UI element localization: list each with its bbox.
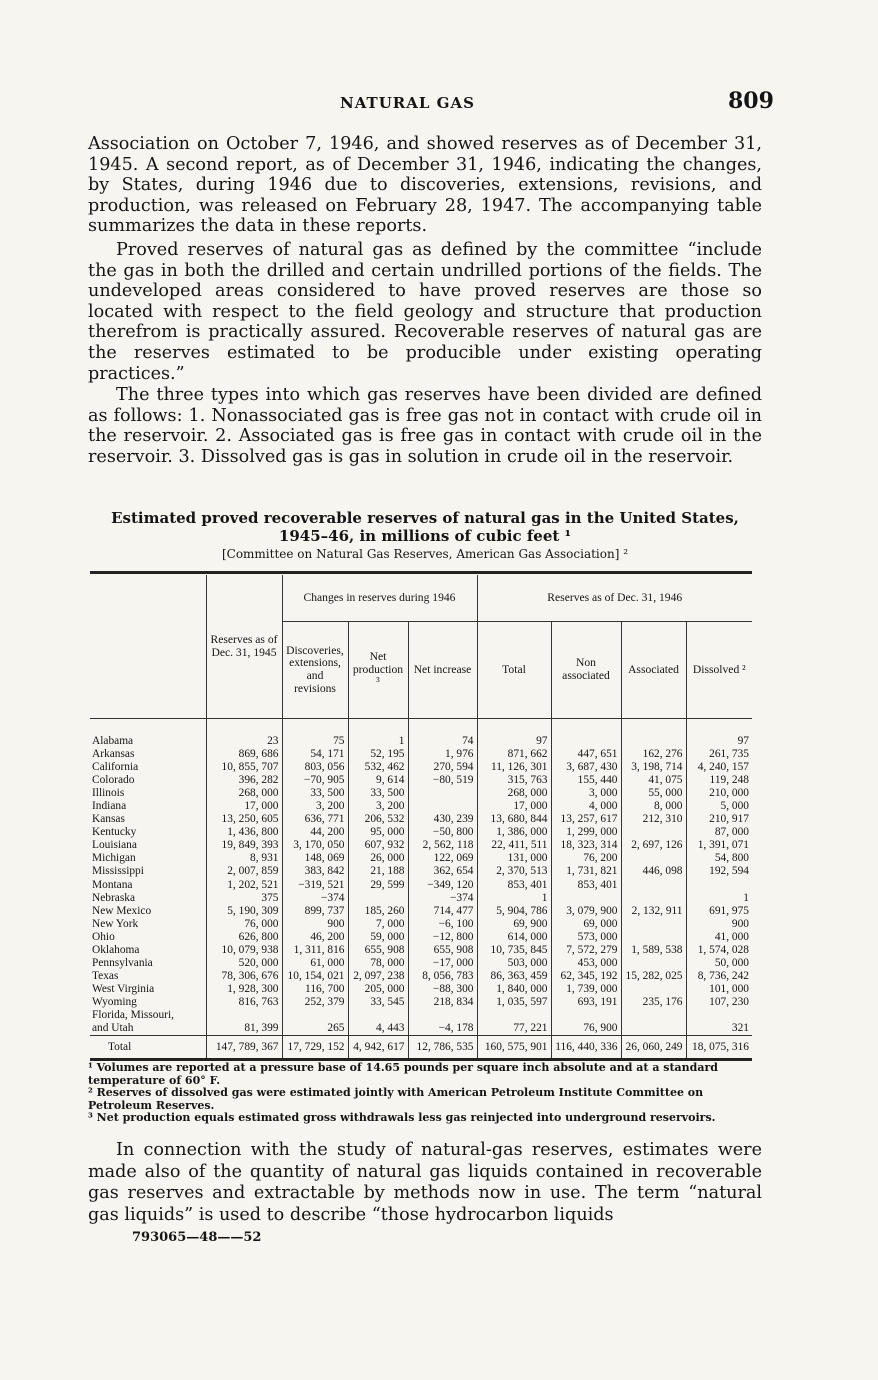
table-cell: 655, 908 — [348, 944, 408, 957]
table-cell: 10, 154, 021 — [282, 970, 348, 983]
table-cell: −6, 100 — [408, 918, 477, 931]
table-cell — [551, 892, 621, 905]
print-code: 793065—48——52 — [132, 1230, 262, 1245]
page-number: 809 — [728, 88, 774, 114]
table-cell: 33, 500 — [282, 787, 348, 800]
table-cell: 8, 931 — [206, 852, 282, 865]
table-cell: 87, 000 — [686, 826, 752, 839]
table-cell: 205, 000 — [348, 983, 408, 996]
footnote-1: ¹ Volumes are reported at a pressure base of 14.65 pounds per square inch absolute and at a standard temperature of 60° F. — [88, 1061, 718, 1087]
table-cell: 26, 000 — [348, 852, 408, 865]
table-cell — [348, 892, 408, 905]
reserves-table — [90, 575, 752, 1061]
table-row — [90, 996, 752, 1009]
table-cell — [348, 1009, 408, 1022]
state-name: and Utah — [92, 1022, 134, 1035]
table-cell: 1, 574, 028 — [686, 944, 752, 957]
table-cell: 218, 834 — [408, 996, 477, 1009]
table-cell: 899, 737 — [282, 905, 348, 918]
table-cell: 3, 000 — [551, 787, 621, 800]
table-cell: 655, 908 — [408, 944, 477, 957]
table-cell — [621, 931, 686, 944]
table-cell: 210, 000 — [686, 787, 752, 800]
table-cell — [206, 1009, 282, 1022]
table-cell: 86, 363, 459 — [477, 970, 551, 983]
table-cell — [686, 1009, 752, 1022]
table-cell: 9, 614 — [348, 774, 408, 787]
table-cell: 33, 545 — [348, 996, 408, 1009]
table-cell — [408, 800, 477, 813]
table-cell: 7, 572, 279 — [551, 944, 621, 957]
table-cell: 396, 282 — [206, 774, 282, 787]
table-cell: 33, 500 — [348, 787, 408, 800]
table-row — [90, 957, 752, 970]
table-cell: 3, 200 — [348, 800, 408, 813]
table-cell: 375 — [206, 892, 282, 905]
table-caption: Estimated proved recoverable reserves of natural gas in the United States, 1945–46, in millions of cubic feet ¹ — [111, 509, 739, 545]
table-cell: 853, 401 — [477, 879, 551, 892]
table-cell: 69, 000 — [551, 918, 621, 931]
total-cell: 18, 075, 316 — [686, 1036, 752, 1060]
table-cell: 162, 276 — [621, 748, 686, 761]
table-cell — [477, 1009, 551, 1022]
table-cell: 1, 035, 597 — [477, 996, 551, 1009]
state-name: Illinois — [92, 787, 125, 800]
table-cell: 268, 000 — [477, 787, 551, 800]
table-cell: 869, 686 — [206, 748, 282, 761]
table-cell: 3, 079, 900 — [551, 905, 621, 918]
state-name: New York — [92, 917, 139, 930]
table-cell: 77, 221 — [477, 1022, 551, 1036]
running-title: NATURAL GAS — [340, 94, 475, 112]
table-cell: 2, 132, 911 — [621, 905, 686, 918]
table-cell: 453, 000 — [551, 957, 621, 970]
total-cell: 26, 060, 249 — [621, 1036, 686, 1060]
footnote-2: ² Reserves of dissolved gas were estimated jointly with American Petroleum Institute Committee on Petroleum Reserves. — [88, 1086, 704, 1112]
total-row — [90, 1036, 752, 1060]
table-cell: 192, 594 — [686, 865, 752, 878]
table-cell: 315, 763 — [477, 774, 551, 787]
table-cell: 95, 000 — [348, 826, 408, 839]
table-cell: −17, 000 — [408, 957, 477, 970]
table-cell — [621, 1009, 686, 1022]
table-row — [90, 1022, 752, 1036]
table-row — [90, 970, 752, 983]
table-cell: 1, 589, 538 — [621, 944, 686, 957]
table-cell: 3, 198, 714 — [621, 761, 686, 774]
table-cell: 3, 200 — [282, 800, 348, 813]
table-cell: 268, 000 — [206, 787, 282, 800]
table-cell: −70, 905 — [282, 774, 348, 787]
table-row — [90, 735, 752, 748]
table-cell: 265 — [282, 1022, 348, 1036]
table-row — [90, 931, 752, 944]
state-name: California — [92, 761, 139, 774]
table-cell: 5, 000 — [686, 800, 752, 813]
table-cell: 607, 932 — [348, 839, 408, 852]
table-cell — [621, 957, 686, 970]
col-reserves-1945: Reserves as of Dec. 31, 1945 — [206, 575, 282, 719]
table-cell: 185, 260 — [348, 905, 408, 918]
table-cell: 2, 562, 118 — [408, 839, 477, 852]
table-cell: 235, 176 — [621, 996, 686, 1009]
table-cell: 321 — [686, 1022, 752, 1036]
table-cell: 44, 200 — [282, 826, 348, 839]
table-body — [90, 719, 752, 1060]
table-cell: 17, 000 — [477, 800, 551, 813]
table-cell: 362, 654 — [408, 865, 477, 878]
table-row — [90, 774, 752, 787]
table-row — [90, 748, 752, 761]
state-name: Arkansas — [92, 748, 135, 761]
table-cell: 122, 069 — [408, 852, 477, 865]
total-cell: 12, 786, 535 — [408, 1036, 477, 1060]
table-cell: 803, 056 — [282, 761, 348, 774]
table-cell: −374 — [408, 892, 477, 905]
table-cell: 155, 440 — [551, 774, 621, 787]
table-cell: 107, 230 — [686, 996, 752, 1009]
running-header — [0, 88, 878, 118]
table-cell: 54, 171 — [282, 748, 348, 761]
table-cell: 19, 849, 393 — [206, 839, 282, 852]
table-cell: 76, 200 — [551, 852, 621, 865]
table-cell: −349, 120 — [408, 879, 477, 892]
table-cell: 1 — [348, 735, 408, 748]
table-cell — [621, 1022, 686, 1036]
table-row — [90, 892, 752, 905]
state-name: Alabama — [92, 735, 134, 747]
table-cell: 2, 697, 126 — [621, 839, 686, 852]
table-cell: 8, 000 — [621, 800, 686, 813]
table-cell: 614, 000 — [477, 931, 551, 944]
table-cell: 76, 000 — [206, 918, 282, 931]
state-name: West Virginia — [92, 982, 155, 995]
table-cell: 206, 532 — [348, 813, 408, 826]
table-cell: 447, 651 — [551, 748, 621, 761]
table-row — [90, 1009, 752, 1022]
state-name: Florida, Missouri, — [92, 1008, 174, 1021]
table-cell: 59, 000 — [348, 931, 408, 944]
table-cell: −12, 800 — [408, 931, 477, 944]
table-cell: 78, 000 — [348, 957, 408, 970]
table-cell: 10, 735, 845 — [477, 944, 551, 957]
table-cell — [408, 787, 477, 800]
state-name: Oklahoma — [92, 943, 140, 956]
col-net-production: Net production ³ — [348, 622, 408, 719]
table-cell: 503, 000 — [477, 957, 551, 970]
table-row — [90, 879, 752, 892]
table-cell: 1, 840, 000 — [477, 983, 551, 996]
state-name: Louisiana — [92, 839, 137, 852]
table-cell: 210, 917 — [686, 813, 752, 826]
table-cell: 446, 098 — [621, 865, 686, 878]
table-cell: 636, 771 — [282, 813, 348, 826]
table-cell: 270, 594 — [408, 761, 477, 774]
table-cell — [551, 1009, 621, 1022]
table-cell: 55, 000 — [621, 787, 686, 800]
table-row — [90, 839, 752, 852]
table-cell: 29, 599 — [348, 879, 408, 892]
table-spacer-row — [90, 719, 752, 736]
table-cell: 626, 800 — [206, 931, 282, 944]
table-cell — [551, 735, 621, 748]
table-cell: 10, 855, 707 — [206, 761, 282, 774]
table-cell: −80, 519 — [408, 774, 477, 787]
table-row — [90, 761, 752, 774]
state-name: Texas — [92, 969, 119, 982]
paragraph-2: Proved reserves of natural gas as defined by the committee “include the gas in both the drilled and certain undrilled portions of the fields. The undeveloped areas considered to have proved reserves are those so located with respect to the field geology and structure that production therefrom is practically assured. Recoverable reserves of natural gas are the reserves estimated to be producible under existing operating practices.” — [88, 240, 762, 384]
table-row — [90, 983, 752, 996]
table-top-rule — [90, 571, 752, 574]
table-cell: 15, 282, 025 — [621, 970, 686, 983]
table-cell: 2, 370, 513 — [477, 865, 551, 878]
col-nonassociated: Non associated — [551, 622, 621, 719]
table-cell: 1, 739, 000 — [551, 983, 621, 996]
table-cell: 75 — [282, 735, 348, 748]
table-cell: 871, 662 — [477, 748, 551, 761]
table-cell: 119, 248 — [686, 774, 752, 787]
table-cell: 1, 386, 000 — [477, 826, 551, 839]
col-discoveries: Discoveries, extensions, and revisions — [282, 622, 348, 719]
table-cell: 97 — [686, 735, 752, 748]
table-cell: 691, 975 — [686, 905, 752, 918]
table-cell: 62, 345, 192 — [551, 970, 621, 983]
table-cell: 1 — [686, 892, 752, 905]
total-cell: 4, 942, 617 — [348, 1036, 408, 1060]
col-total: Total — [477, 622, 551, 719]
state-name: Ohio — [92, 930, 115, 943]
col-associated: Associated — [621, 622, 686, 719]
total-cell: 160, 575, 901 — [477, 1036, 551, 1060]
table-cell: 4, 443 — [348, 1022, 408, 1036]
table-cell: 13, 257, 617 — [551, 813, 621, 826]
state-name: Pennsylvania — [92, 956, 153, 969]
footnote-3: ³ Net production equals estimated gross withdrawals less gas reinjected into underground reservoirs. — [88, 1111, 716, 1125]
table-cell: 430, 239 — [408, 813, 477, 826]
footnotes — [88, 1062, 762, 1125]
total-cell: 147, 789, 367 — [206, 1036, 282, 1060]
table-cell: 148, 069 — [282, 852, 348, 865]
table-cell: −88, 300 — [408, 983, 477, 996]
state-name: Kentucky — [92, 826, 137, 839]
table-cell: 46, 200 — [282, 931, 348, 944]
table-cell: 1, 391, 071 — [686, 839, 752, 852]
table-cell: −50, 800 — [408, 826, 477, 839]
group-header-reserves-1946: Reserves as of Dec. 31, 1946 — [477, 575, 752, 622]
table-cell: 900 — [282, 918, 348, 931]
table-cell: 3, 170, 050 — [282, 839, 348, 852]
table-cell: 252, 379 — [282, 996, 348, 1009]
table-cell: 1, 976 — [408, 748, 477, 761]
table-cell: 78, 306, 676 — [206, 970, 282, 983]
table-cell: 3, 687, 430 — [551, 761, 621, 774]
table-cell: 212, 310 — [621, 813, 686, 826]
closing-paragraph: In connection with the study of natural-gas reserves, estimates were made also of the quantity of natural gas liquids contained in recoverable gas reserves and extractable by methods now in use. The term “natural gas liquids” is used to describe “those hydrocarbon liquids — [88, 1140, 762, 1225]
table-cell: 1, 436, 800 — [206, 826, 282, 839]
table-cell: 17, 000 — [206, 800, 282, 813]
table-cell: 13, 680, 844 — [477, 813, 551, 826]
table-cell: 97 — [477, 735, 551, 748]
table-cell: 520, 000 — [206, 957, 282, 970]
table-cell: 74 — [408, 735, 477, 748]
table-row — [90, 800, 752, 813]
table-cell: 69, 900 — [477, 918, 551, 931]
paragraph-1: Association on October 7, 1946, and showed reserves as of December 31, 1945. A second report, as of December 31, 1946, indicating the changes, by States, during 1946 due to discoveries, extensions, revisions, and production, was released on February 28, 1947. The accompanying table summarizes the data in these reports. — [88, 134, 762, 237]
table-row — [90, 826, 752, 839]
table-cell: 41, 075 — [621, 774, 686, 787]
table-row — [90, 905, 752, 918]
table-cell: −319, 521 — [282, 879, 348, 892]
total-cell: 17, 729, 152 — [282, 1036, 348, 1060]
table-cell — [408, 1009, 477, 1022]
table-row — [90, 865, 752, 878]
table-cell: 5, 904, 786 — [477, 905, 551, 918]
table-cell: 693, 191 — [551, 996, 621, 1009]
table-cell — [621, 879, 686, 892]
table-cell — [282, 1009, 348, 1022]
table-cell: 2, 097, 238 — [348, 970, 408, 983]
table-cell: 714, 477 — [408, 905, 477, 918]
table-cell: 22, 411, 511 — [477, 839, 551, 852]
state-name: Wyoming — [92, 995, 137, 1008]
table-cell — [621, 892, 686, 905]
state-name: New Mexico — [92, 904, 152, 917]
table-row — [90, 787, 752, 800]
col-net-increase: Net increase — [408, 622, 477, 719]
col-dissolved: Dissolved ² — [686, 622, 752, 719]
state-name: Colorado — [92, 774, 135, 787]
state-name: Indiana — [92, 800, 127, 813]
table-cell: 853, 401 — [551, 879, 621, 892]
total-cell: 116, 440, 336 — [551, 1036, 621, 1060]
table-cell: 1, 731, 821 — [551, 865, 621, 878]
table-row — [90, 813, 752, 826]
state-name: Michigan — [92, 852, 136, 865]
table-cell: 23 — [206, 735, 282, 748]
table-cell: 76, 900 — [551, 1022, 621, 1036]
table-cell: 116, 700 — [282, 983, 348, 996]
table-cell: 8, 736, 242 — [686, 970, 752, 983]
table-cell: 532, 462 — [348, 761, 408, 774]
table-cell: 81, 399 — [206, 1022, 282, 1036]
table-cell: 816, 763 — [206, 996, 282, 1009]
table-cell — [621, 826, 686, 839]
table-cell: 2, 007, 859 — [206, 865, 282, 878]
table-cell: 4, 240, 157 — [686, 761, 752, 774]
table-row — [90, 944, 752, 957]
table-cell — [621, 852, 686, 865]
state-name: Nebraska — [92, 891, 136, 904]
table-cell: −374 — [282, 892, 348, 905]
state-column-header — [90, 575, 206, 719]
table-cell: 1, 299, 000 — [551, 826, 621, 839]
table-cell: 41, 000 — [686, 931, 752, 944]
paragraph-3: The three types into which gas reserves have been divided are defined as follows: 1. Nonassociated gas is free gas not in contact with crude oil in the reservoir. 2. Associated gas is free gas in contact with crude oil in the reservoir. 3. Dissolved gas is gas in solution in crude oil in the reservoir. — [88, 385, 762, 467]
group-header-changes: Changes in reserves during 1946 — [282, 575, 477, 622]
table-cell — [621, 735, 686, 748]
table-cell — [621, 918, 686, 931]
table-cell — [686, 879, 752, 892]
table-cell: 1, 928, 300 — [206, 983, 282, 996]
table-cell: 383, 842 — [282, 865, 348, 878]
table-cell: 54, 800 — [686, 852, 752, 865]
table-cell: 21, 188 — [348, 865, 408, 878]
state-name: Mississippi — [92, 865, 144, 878]
table-cell: 4, 000 — [551, 800, 621, 813]
table-cell: 52, 195 — [348, 748, 408, 761]
table-cell: 261, 735 — [686, 748, 752, 761]
table-row — [90, 852, 752, 865]
table-cell: 8, 056, 783 — [408, 970, 477, 983]
table-cell: 7, 000 — [348, 918, 408, 931]
table-cell: 13, 250, 605 — [206, 813, 282, 826]
table-cell: −4, 178 — [408, 1022, 477, 1036]
table-cell: 61, 000 — [282, 957, 348, 970]
table-cell: 900 — [686, 918, 752, 931]
total-label: Total — [90, 1036, 206, 1060]
state-name: Montana — [92, 878, 133, 891]
table-cell: 5, 190, 309 — [206, 905, 282, 918]
table-cell — [621, 983, 686, 996]
table-cell: 18, 323, 314 — [551, 839, 621, 852]
table-cell: 10, 079, 938 — [206, 944, 282, 957]
table-cell: 101, 000 — [686, 983, 752, 996]
table-cell: 131, 000 — [477, 852, 551, 865]
state-name: Kansas — [92, 813, 125, 826]
table-cell: 1, 311, 816 — [282, 944, 348, 957]
table-subcaption: [Committee on Natural Gas Reserves, American Gas Association] ² — [221, 547, 629, 561]
table-cell: 1, 202, 521 — [206, 879, 282, 892]
table-cell: 1 — [477, 892, 551, 905]
table-cell: 573, 000 — [551, 931, 621, 944]
table-cell: 50, 000 — [686, 957, 752, 970]
table-cell: 11, 126, 301 — [477, 761, 551, 774]
table-row — [90, 918, 752, 931]
